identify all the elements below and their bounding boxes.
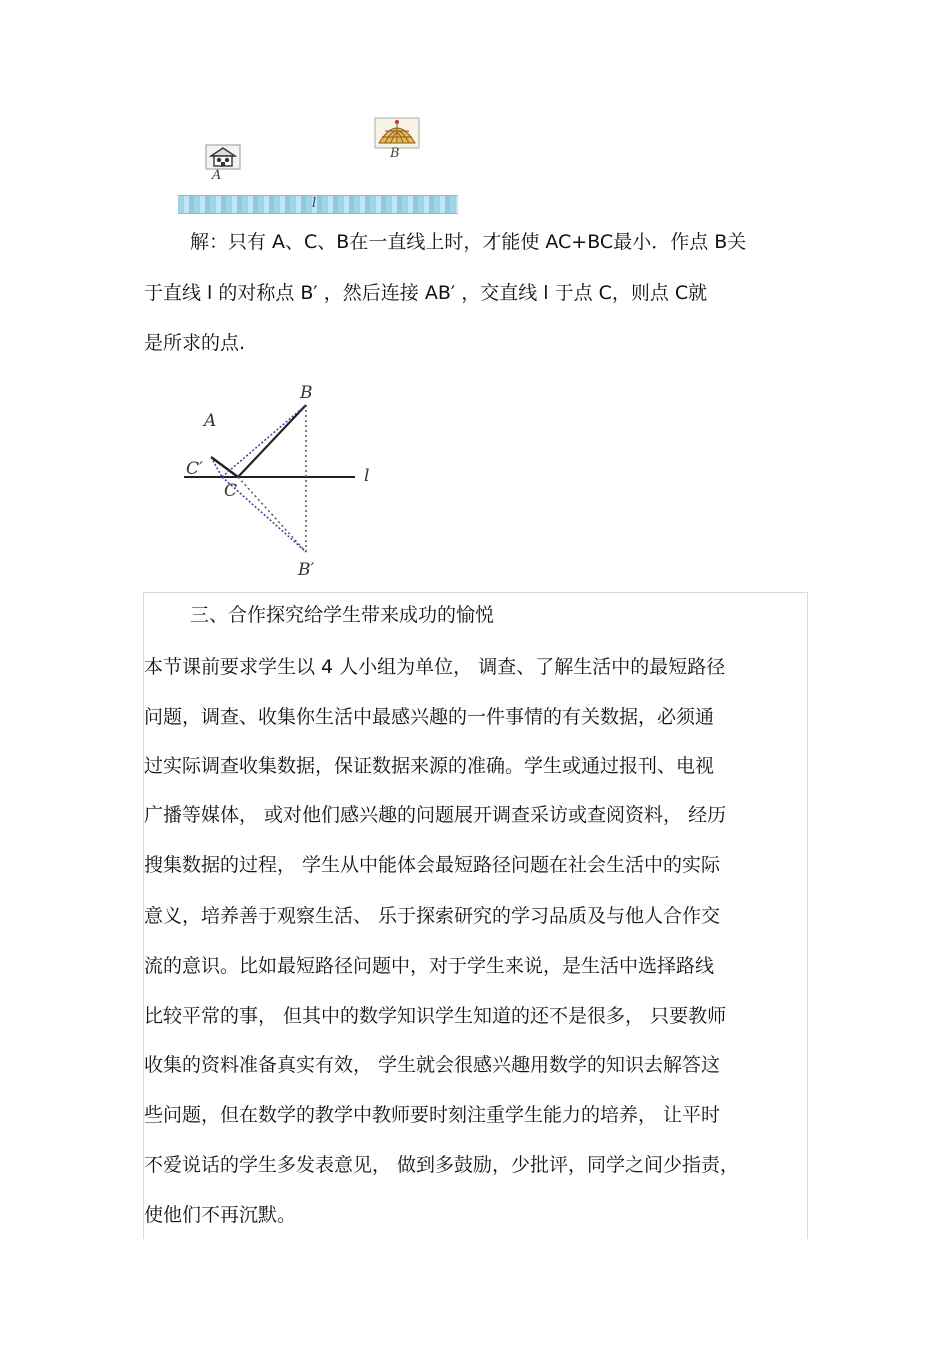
- diagram-label-c: C: [224, 481, 238, 501]
- section-line: 意义，培养善于观察生活、 乐于探索研究的学习品质及与他人合作交: [144, 905, 721, 927]
- river-label: l: [312, 196, 317, 211]
- section-heading: 三、合作探究给学生带来成功的愉悦: [190, 604, 495, 626]
- geometry-diagram: [180, 378, 380, 583]
- diagram-label-b: B: [300, 383, 313, 403]
- section-line: 些问题，但在数学的教学中教师要时刻注重学生能力的培养， 让平时: [144, 1104, 721, 1126]
- section-line: 比较平常的事， 但其中的数学知识学生知道的还不是很多， 只要教师: [144, 1005, 727, 1027]
- house-a-label: A: [212, 168, 222, 183]
- diagram-label-a: A: [204, 411, 217, 431]
- solution-line-3: 是所求的点.: [144, 332, 246, 354]
- section-line: 本节课前要求学生以 4 人小组为单位， 调查、了解生活中的最短路径: [144, 656, 726, 678]
- dome-b-picture: [374, 117, 420, 149]
- house-a-picture: [205, 144, 241, 170]
- section-line: 搜集数据的过程， 学生从中能体会最短路径问题在社会生活中的实际: [144, 854, 721, 876]
- section-line: 问题，调查、收集你生活中最感兴趣的一件事情的有关数据，必须通: [144, 706, 715, 728]
- dome-b-label: B: [390, 146, 400, 161]
- segment-cb: [238, 405, 306, 477]
- section-line: 广播等媒体， 或对他们感兴趣的问题展开调查采访或查阅资料， 经历: [144, 804, 727, 826]
- section-line: 使他们不再沉默。: [144, 1204, 297, 1226]
- section-line: 过实际调查收集数据，保证数据来源的准确。学生或通过报刊、电视: [144, 755, 715, 777]
- segment-cbprime: [238, 477, 306, 552]
- section-line: 收集的资料准备真实有效， 学生就会很感兴趣用数学的知识去解答这: [144, 1054, 721, 1076]
- section-line: 流的意识。比如最短路径问题中，对于学生来说，是生活中选择路线: [144, 955, 715, 977]
- diagram-label-c-prime: C′: [186, 459, 203, 479]
- solution-line-1: 解：只有 A、C、B在一直线上时，才能使 AC+BC最小．作点 B关: [190, 231, 747, 253]
- solution-line-2: 于直线 l 的对称点 B′ ，然后连接 AB′ ，交直线 l 于点 C，则点 C就: [144, 282, 708, 304]
- segment-cprimeb: [222, 405, 306, 477]
- diagram-label-b-prime: B′: [298, 560, 315, 580]
- diagram-label-l: l: [364, 466, 370, 486]
- segment-ac: [211, 457, 238, 477]
- section-line: 不爱说话的学生多发表意见， 做到多鼓励，少批评，同学之间少指责，: [144, 1154, 740, 1176]
- river-strip: [178, 195, 458, 214]
